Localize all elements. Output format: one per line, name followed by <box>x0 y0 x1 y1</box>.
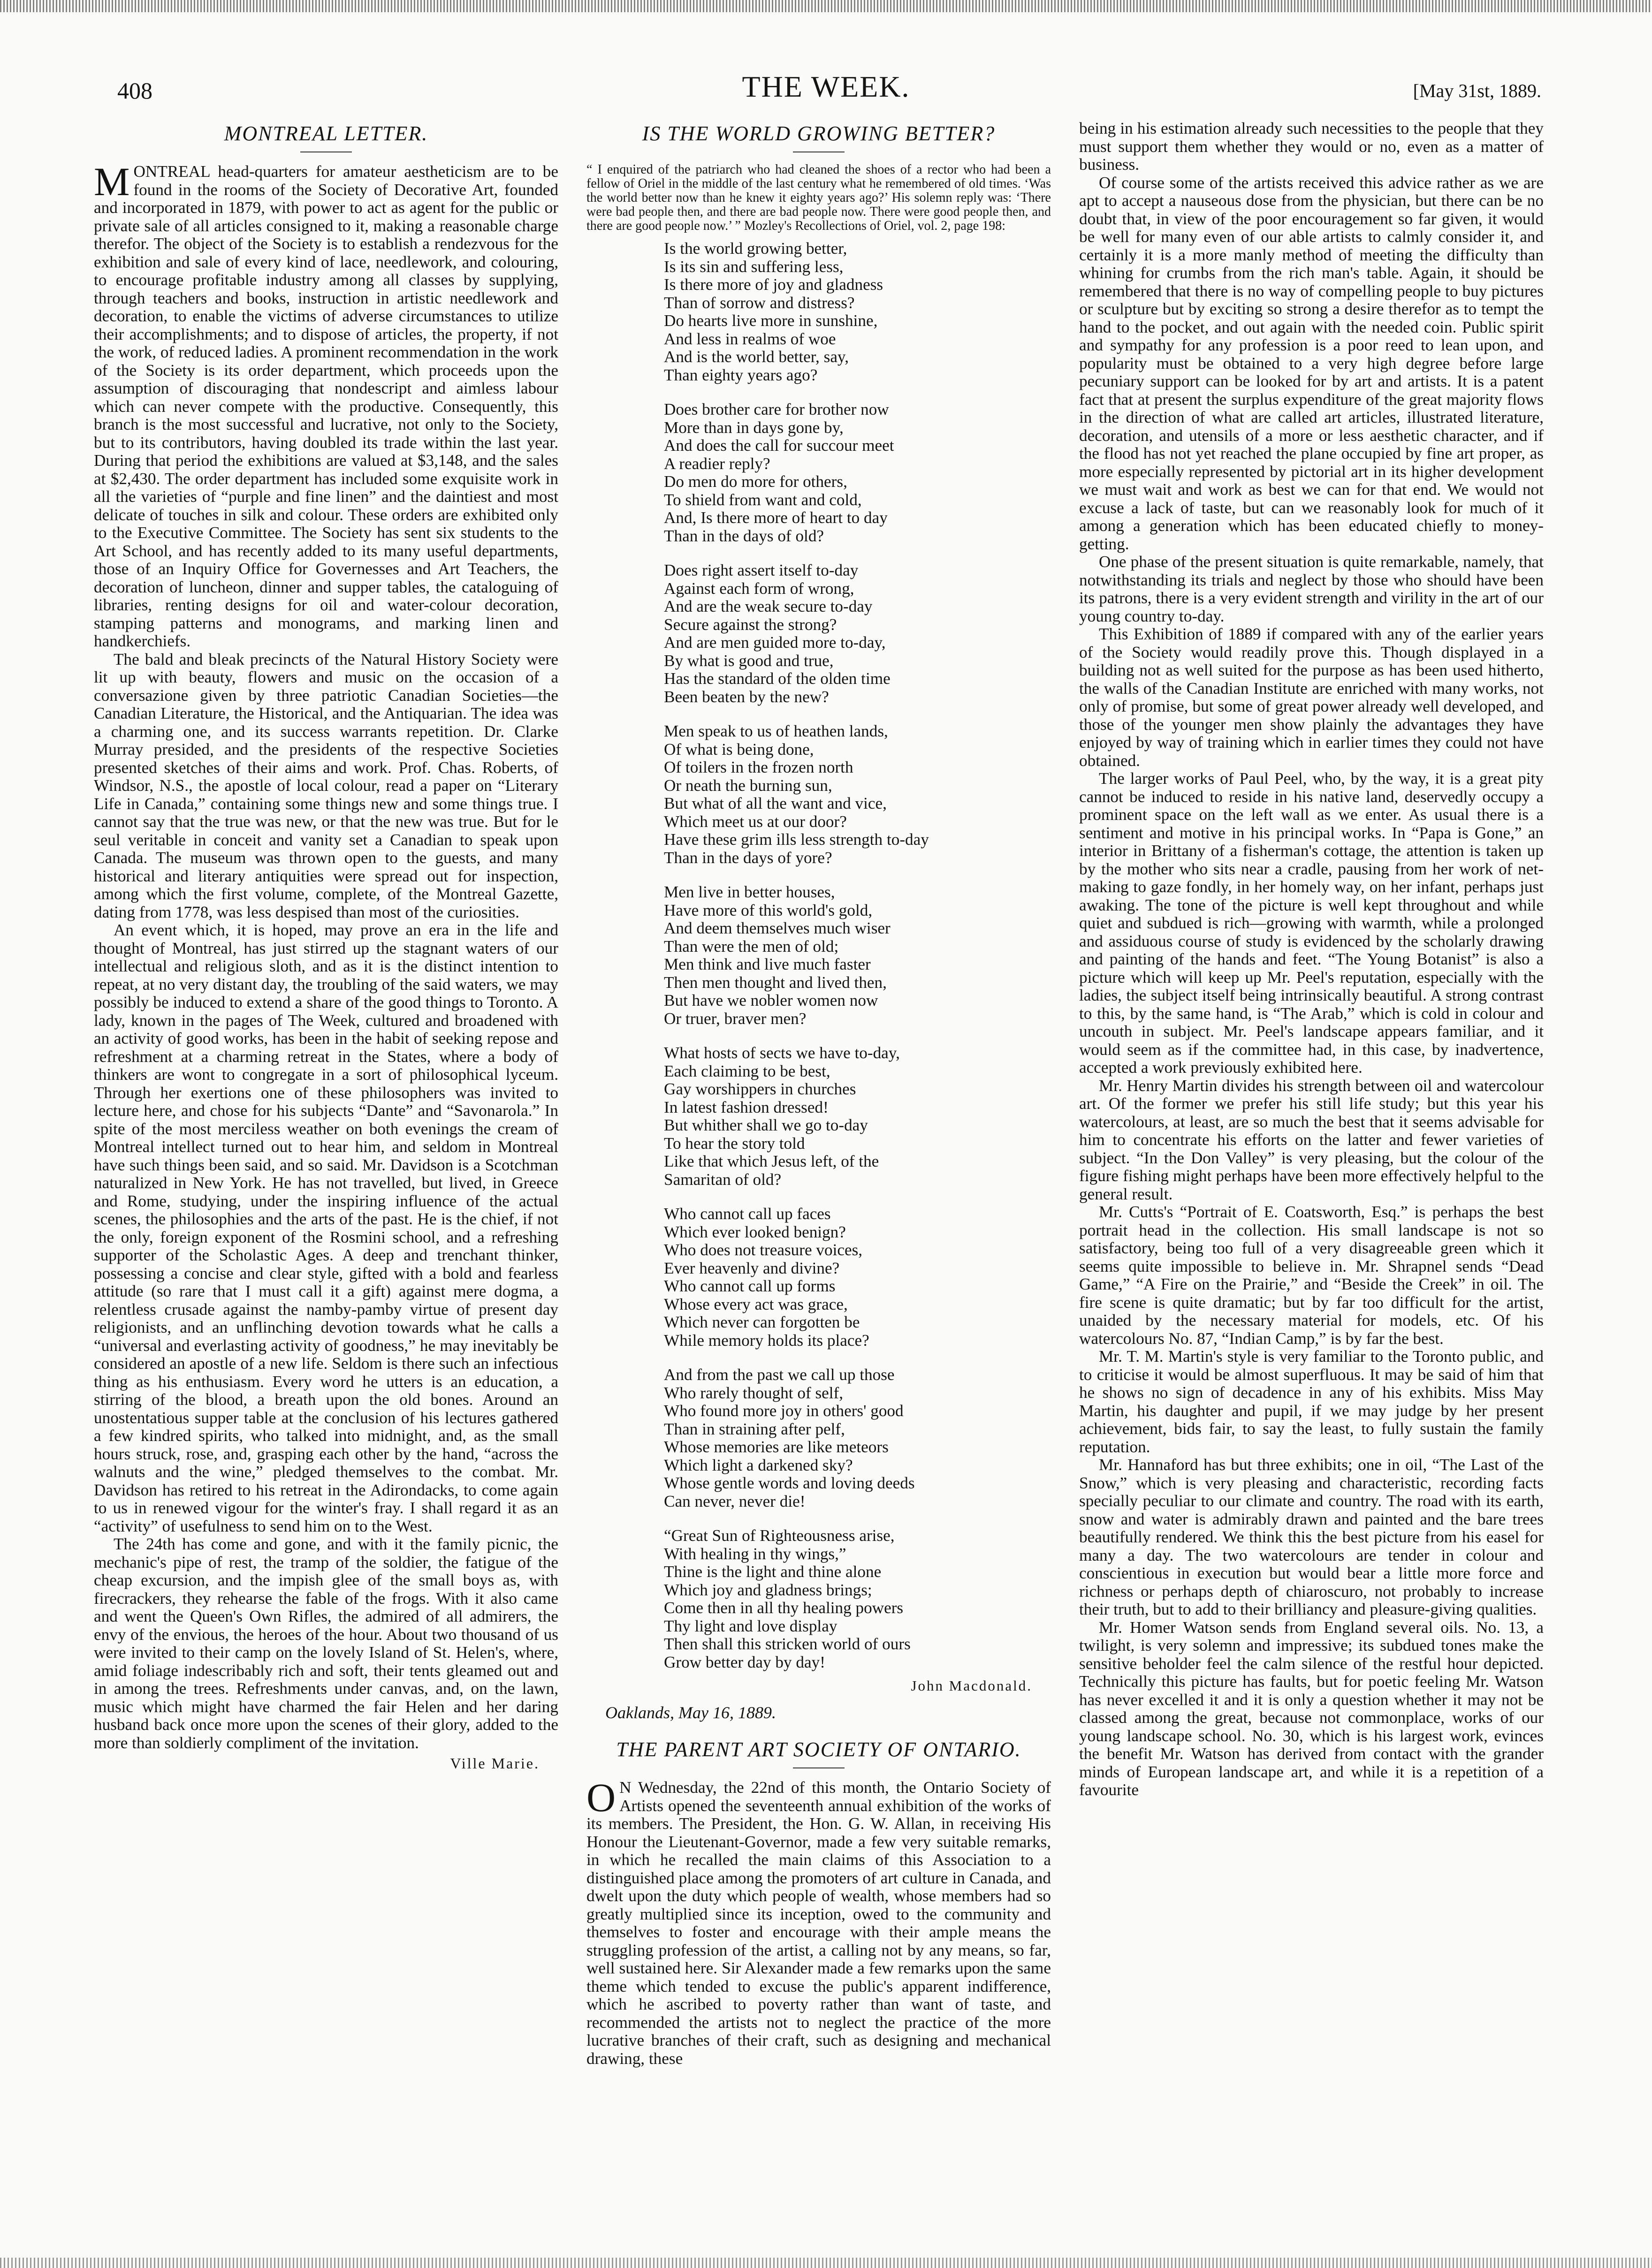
poem-line: A readier reply? <box>664 454 770 473</box>
poem-line: Than in straining after pelf, <box>664 1419 845 1438</box>
poem-line: Then men thought and lived then, <box>664 973 887 992</box>
poem-line: Is the world growing better, <box>664 239 847 258</box>
poem-line: Whose memories are like meteors <box>664 1438 889 1456</box>
poem-line: Been beaten by the new? <box>664 687 829 706</box>
drop-cap: O <box>586 1775 616 1820</box>
poem-line: And less in realms of woe <box>664 329 836 348</box>
poem-stanza <box>664 561 1051 706</box>
poem-line: Who cannot call up faces <box>664 1205 831 1223</box>
publication-title: THE WEEK. <box>742 70 910 103</box>
poem-line: Does right assert itself to-day <box>664 561 859 579</box>
issue-date: [May 31st, 1889. <box>1413 80 1541 101</box>
paragraph: The larger works of Paul Peel, who, by the way, it is a great pity cannot be induced to reside in his native land, deservedly occupy a prominent space on the left wall as we enter. As usual there is a sentiment and motive in his principal works. In “Papa is Gone,” an interior in Brittany of a fisherman's cottage, the attention is taken up by the mother who sits near a cradle, pausing from her work of net-making to gaze fondly, in her homely way, on her infant, perhaps just awaking. The tone of the picture is well kept throughout and while quiet and subdued is rich—growing with warmth, while a prolonged and assiduous course of study is evidenced by the scholarly drawing and painting of the hands and feet. “The Young Botanist” is also a picture which will keep up Mr. Peel's reputation, especially with the ladies, the subject itself being intrinsically beautiful. A strong contrast to this, by the same hand, is “The Arab,” which is cold in colour and uncouth in subject. Mr. Peel's landscape appears familiar, and it would seem as if the committee had, in this case, by inadvertence, accepted a work previously exhibited here. <box>1079 769 1544 1077</box>
page-bottom-edge <box>0 2258 1652 2268</box>
poem-line: By what is good and true, <box>664 651 834 670</box>
poem-line: Have these grim ills less strength to-day <box>664 830 929 849</box>
paragraph-text: N Wednesday, the 22nd of this month, the Ontario Society of Artists opened the seventeenth annual exhibition of the works of its members. The President, the Hon. G. W. Allan, in receiving His Honour the Lieutenant-Governor, made a few very suitable remarks, in which he recalled the main claims of this Association to a distinguished place among the promoters of art culture in Canada, and dwelt upon the duty which people of wealth, whose members had so greatly multiplied since its inception, owed to the community and themselves to foster and encourage with their ample means the struggling profession of the artist, a calling not by any means, so far, well sustained here. Sir Alexander made a few remarks upon the same theme which tended to excuse the public's apparent indifference, which he ascribed to poverty rather than want of taste, and recommended the artists not to neglect the practice of the more lucrative branches of their craft, such as designing and mechanical drawing, these <box>586 1778 1051 2068</box>
poem-line: Ever heavenly and divine? <box>664 1259 840 1277</box>
montreal-letter-body <box>94 159 558 1752</box>
title-rule <box>793 1767 845 1768</box>
poem-author: John Macdonald. <box>911 1677 1032 1694</box>
poem-line: Do hearts live more in sunshine, <box>664 311 878 330</box>
poem-body <box>664 240 1051 1671</box>
poem-line: Of toilers in the frozen north <box>664 758 853 776</box>
page-header <box>0 66 1652 113</box>
poem-line: To hear the story told <box>664 1134 805 1153</box>
paragraph: The 24th has come and gone, and with it the family picnic, the mechanic's pipe of rest, the tramp of the soldier, the fatigue of the cheap excursion, and the impish glee of the small boys as, with firecrackers, they rehearse the fable of the frogs. With it also came and went the Queen's Own Rifles, the admired of all admirers, the envy of the envious, the heroes of the hour. About two thousand of us were invited to their camp on the lovely Island of St. Helen's, where, amid foliage indescribably rich and soft, their tents gleamed out and in among the trees. Refreshments under canvas, and, on the lawn, music which might have charmed the fair Helen and her daring husband back once more upon the scenes of their glory, added to the more than soldierly compliment of the invitation. <box>94 1535 558 1752</box>
paragraph: Mr. Hannaford has but three exhibits; one in oil, “The Last of the Snow,” which is very pleasing and characteristic, recording facts specially peculiar to our climate and country. The road with its earth, snow and water is admirably drawn and painted and the bare trees beautifully rendered. We think this the best picture from his easel for many a day. The two watercolours are tender in colour and conscientious in execution but would bear a little more force and richness or perhaps depth of chiaroscuro, not probably to increase their truth, but to add to their brilliancy and pleasure-giving qualities. <box>1079 1456 1544 1618</box>
art-society-title: THE PARENT ART SOCIETY OF ONTARIO. <box>616 1738 1021 1761</box>
poem-line: Each claiming to be best, <box>664 1062 830 1080</box>
poem-line: Which joy and gladness brings; <box>664 1580 872 1599</box>
poem-line: Whose gentle words and loving deeds <box>664 1474 915 1492</box>
poem-line: Which meet us at our door? <box>664 812 847 831</box>
column-1 <box>94 120 558 1773</box>
poem-line: And are men guided more to-day, <box>664 633 886 652</box>
poem-line: Samaritan of old? <box>664 1170 782 1189</box>
author-signature: Ville Marie. <box>450 1755 540 1772</box>
poem-title: IS THE WORLD GROWING BETTER? <box>642 122 996 145</box>
poem-line: But whither shall we go to-day <box>664 1116 868 1134</box>
poem-line: Gay worshippers in churches <box>664 1080 856 1098</box>
poem-stanza <box>664 1527 1051 1671</box>
art-society-continued <box>1079 120 1544 1799</box>
art-society-body <box>586 1775 1051 2068</box>
poem-epigraph: “ I enquired of the patriarch who had cleaned the shoes of a rector who had been a fellow of Oriel in the middle of the last century what he remembered of old times. ‘Was the world better now than he knew it eighty years ago?’ His solemn reply was: ‘There were bad people then, and there are bad people now. There were good people then, and there are good people now.’ ” Mozley's Recollections of Oriel, vol. 2, page 198: <box>586 162 1051 233</box>
poem-line: Than of sorrow and distress? <box>664 293 855 312</box>
poem-stanza <box>664 1044 1051 1189</box>
poem-line: Has the standard of the olden time <box>664 669 891 688</box>
poem-line: Like that which Jesus left, of the <box>664 1152 879 1170</box>
poem-line: To shield from want and cold, <box>664 490 862 509</box>
poem-line: Or neath the burning sun, <box>664 776 832 795</box>
poem-line: With healing in thy wings,” <box>664 1544 846 1563</box>
paragraph: An event which, it is hoped, may prove an era in the life and thought of Montreal, has just stirred up the stagnant waters of our intellectual and religious sloth, and as it is the distinct intention to repeat, at no very distant day, the troubling of the said waters, we may possibly be induced to extend a share of the good things to Toronto. A lady, known in the pages of The Week, cultured and broadened with an activity of good works, has been in the habit of seeking repose and refreshment at a charming retreat in the States, where a body of thinkers are wont to congregate in a sort of philosophical lyceum. Through her exertions one of these philosophers was invited to lecture here, and chose for his subjects “Dante” and “Savonarola.” In spite of the most merciless weather on both evenings the cream of Montreal intellect turned out to hear him, and seldom in Montreal have such things been said, and so said. Mr. Davidson is a Scotchman naturalized in New York. He has not travelled, but lived, in Greece and Rome, studying, under the inspiring influence of the actual scenes, the philosophies and the arts of the past. He is the chief, if not the only, foreign exponent of the Rosmini school, and a refreshing supporter of the Scholastic Ages. A deep and trenchant thinker, possessing a concise and clear style, gifted with a bold and fearless attitude (so rare that I must call it a gift) against mere dogma, a relentless crusade against the namby-pamby virtue of present day religionists, and an unflinching devotion towards what he calls a “universal and everlasting activity of goodness,” he may inevitably be considered an apostle of a new life. Seldom is there such an infectious thing as his enthusiasm. Every word he utters is an education, a stirring of the blood, a breath upon the old bones. Around an unostentatious supper table at the conclusion of his lectures gathered a few kindred spirits, who talked into midnight, and, as the small hours struck, rose, and, grasping each other by the hand, “across the walnuts and the wine,” pledged themselves to the combat. Mr. Davidson has retired to his retreat in the Adirondacks, to come again to us in renewed vigour for the winter's fray. I shall regard it as an “activity” of usefulness to send him on to the West. <box>94 921 558 1535</box>
poem-line: Of what is being done, <box>664 740 814 759</box>
paragraph: Mr. Henry Martin divides his strength between oil and watercolour art. Of the former we prefer his still life study; but this year his watercolours, at least, are so much the best that it seems advisable for him to concentrate his efforts on the latter and fewer varieties of subject. “In the Don Valley” is very pleasing, but the colour of the figure fishing might perhaps have been more effectively helpful to the general result. <box>1079 1076 1544 1203</box>
montreal-letter-title: MONTREAL LETTER. <box>224 122 428 145</box>
poem-line: And from the past we call up those <box>664 1365 895 1384</box>
poem-line: And are the weak secure to-day <box>664 597 873 615</box>
poem-stanza <box>664 883 1051 1028</box>
poem-line: But what of all the want and vice, <box>664 794 887 812</box>
poem-line: Which light a darkened sky? <box>664 1456 853 1474</box>
poem-stanza <box>664 401 1051 545</box>
poem-line: Who does not treasure voices, <box>664 1241 863 1259</box>
poem-line: And, Is there more of heart to day <box>664 508 888 527</box>
poem-stanza <box>664 1205 1051 1350</box>
poem-line: But have we nobler women now <box>664 991 878 1009</box>
poem-line: Can never, never die! <box>664 1492 806 1510</box>
paragraph <box>586 1775 1051 2068</box>
paragraph <box>94 159 558 651</box>
poem-line: And does the call for succour meet <box>664 436 894 455</box>
page-number: 408 <box>117 77 152 104</box>
paragraph: Mr. Homer Watson sends from England several oils. No. 13, a twilight, is very solemn and impressive; its subdued tones make the sensitive beholder feel the calm silence of the restful hour depicted. Technically this picture has faults, but for poetic feeling Mr. Watson has never excelled it and it is only a question whether it may not be classed among the great, because not commonplace, works of our young landscape school. No. 30, which is his largest work, evinces the benefit Mr. Watson has derived from contact with the grander minds of European landscape art, and while it is a repetition of a favourite <box>1079 1618 1544 1799</box>
paragraph: This Exhibition of 1889 if compared with any of the earlier years of the Society would readily prove this. Though displayed in a building not as well suited for the purpose as has been used hitherto, the walls of the Canadian Institute are enriched with many works, not only of promise, but some of great power already well developed, and those of the younger men show plainly the advantages they have enjoyed by way of training which in earlier times they could not have obtained. <box>1079 625 1544 770</box>
paragraph: Of course some of the artists received this advice rather as we are apt to accept a nauseous dose from the physician, but there can be no doubt that, in view of the poor encouragement so far given, it would be well for many even of our able artists to calmly consider it, and certainly it is a more manly method of meeting the difficulty than whining for crumbs from the rich man's table. Again, it should be remembered that there is no way of compelling people to buy pictures or sculpture but by exciting so strong a desire therefor as to tempt the hand to the pocket, and out again with the needed coin. Public spirit and sympathy for any profession is a poor reed to lean upon, and popularity must be obtained to a very high degree before large pecuniary support can be looked for by art and artists. It is a patent fact that at present the surplus expenditure of the great majority flows in the direction of what are called art articles, illustrated literature, decoration, and utensils of a more or less aesthetic character, and if the flood has not yet reached the plane occupied by fine art proper, as more especially represented by pictorial art in its higher development we must wait and work as best we can for that end. We would not excuse a lack of taste, but can we reasonably look for much of it among a generation which has been educated chiefly to money-getting. <box>1079 173 1544 553</box>
poem-line: Is its sin and suffering less, <box>664 257 844 276</box>
poem-place-date: Oaklands, May 16, 1889. <box>605 1703 776 1722</box>
poem-line: Then shall this stricken world of ours <box>664 1635 911 1653</box>
poem-line: More than in days gone by, <box>664 418 844 437</box>
poem-line: Who found more joy in others' good <box>664 1402 904 1420</box>
poem-line: Than were the men of old; <box>664 937 839 956</box>
poem-line: And deem themselves much wiser <box>664 919 891 937</box>
paragraph: Mr. Cutts's “Portrait of E. Coatsworth, Esq.” is perhaps the best portrait head in the collection. His small landscape is not so satisfactory, being too full of a very disagreeable green which it seems quite impossible to believe in. Mr. Shrapnel sends “Dead Game,” “A Fire on the Prairie,” and “Beside the Creek” in oil. The fire scene is quite dramatic; but by far too difficult for the artist, unaided by the necessary material for models, etc. Of his watercolours No. 87, “Indian Camp,” is by far the best. <box>1079 1203 1544 1348</box>
poem-stanza <box>664 722 1051 867</box>
poem-line: Secure against the strong? <box>664 615 837 634</box>
poem-stanza <box>664 1366 1051 1510</box>
poem-line: Than in the days of old? <box>664 526 824 545</box>
page-top-edge <box>0 0 1652 12</box>
paragraph: The bald and bleak precincts of the Natural History Society were lit up with beauty, flowers and music on the occasion of a conversazione given by three patriotic Canadian Societies—the Canadian Literature, the Historical, and the Antiquarian. The idea was a charming one, and its success warrants repetition. Dr. Clarke Murray presided, and the presidents of the respective Societies presented sketches of their aims and work. Prof. Chas. Roberts, of Windsor, N.S., the apostle of local colour, read a paper on “Literary Life in Canada,” containing some things new and some things true. I cannot say that the true was new, or that the new was true. But for le seul veritable in conceit and vanity set a Canadian to speak upon Canada. The museum was thrown open to the guests, and many historical and literary antiquities were spread out for inspection, among which the first volume, complete, of the Montreal Gazette, dating from 1778, was less despised than most of the curiosities. <box>94 650 558 921</box>
poem-line: Against each form of wrong, <box>664 579 854 598</box>
column-2 <box>586 120 1051 2068</box>
poem-stanza <box>664 240 1051 384</box>
poem-line: Men speak to us of heathen lands, <box>664 722 888 740</box>
poem-line: Men think and live much faster <box>664 955 871 973</box>
poem-line: While memory holds its place? <box>664 1331 869 1350</box>
poem-line: Do men do more for others, <box>664 472 847 491</box>
paragraph: Mr. T. M. Martin's style is very familiar to the Toronto public, and to criticise it would be almost superfluous. It may be said of him that he shows no sign of decadence in any of his exhibits. Miss May Martin, his daughter and pupil, if we may judge by her present achievement, bids fair, to say the least, to fully sustain the family reputation. <box>1079 1347 1544 1456</box>
poem-line: What hosts of sects we have to-day, <box>664 1044 900 1062</box>
poem-line: Men live in better houses, <box>664 883 835 901</box>
poem-line: Come then in all thy healing powers <box>664 1599 904 1617</box>
poem-line: Who rarely thought of self, <box>664 1383 844 1402</box>
poem-line: And is the world better, say, <box>664 348 849 366</box>
poem-line: Grow better day by day! <box>664 1653 825 1671</box>
paragraph: being in his estimation already such necessities to the people that they must support them whether they would or no, even as a matter of business. <box>1079 119 1544 174</box>
poem-line: In latest fashion dressed! <box>664 1098 829 1116</box>
poem-line: “Great Sun of Righteousness arise, <box>664 1526 895 1545</box>
poem-line: Whose every act was grace, <box>664 1295 848 1313</box>
poem-line: Which ever looked benign? <box>664 1222 846 1241</box>
poem-line: Than in the days of yore? <box>664 848 832 867</box>
poem-line: Or truer, braver men? <box>664 1009 807 1028</box>
poem-line: Thine is the light and thine alone <box>664 1563 882 1581</box>
poem-line: Does brother care for brother now <box>664 400 889 418</box>
poem-line: Than eighty years ago? <box>664 365 818 384</box>
poem-line: Have more of this world's gold, <box>664 901 873 919</box>
poem-line: Who cannot call up forms <box>664 1277 836 1295</box>
poem-line: Thy light and love display <box>664 1616 837 1635</box>
poem-line: Which never can forgotten be <box>664 1313 860 1331</box>
poem-line: Is there more of joy and gladness <box>664 275 883 294</box>
drop-cap: M <box>94 159 130 204</box>
paragraph-text: ONTREAL head-quarters for amateur aestheticism are to be found in the rooms of the Society of Decorative Art, founded and incorporated in 1879, with power to act as agent for the public or private sale of all articles consigned to it, making a reasonable charge therefor. The object of the Society is to establish a rendezvous for the exhibition and sale of every kind of lace, needlework, and colouring, to encourage profitable industry among all classes by supplying, through teachers and books, instruction in artistic needlework and decoration, to enable the victims of adverse circumstances to utilize their accomplishments; and to dispose of articles, the property, if not the work, of reduced ladies. A prominent recommendation in the work of the Society is its order department, which proceeds upon the assumption of discouraging that nondescript and aimless labour which can never compete with the productive. Consequently, this branch is the most successful and lucrative, not only to the Society, but to its contributors, having doubled its trade within the last year. During that period the exhibitions are valued at $3,148, and the sales at $2,430. The order department has included some exquisite work in all the varieties of “purple and fine linen” and the daintiest and most delicate of touches in silk and colour. These orders are exhibited only to the Executive Committee. The Society has sent six students to the Art School, and has recently added to its many useful departments, those of an Inquiry Office for Governesses and Art Teachers, the decoration of luncheon, dinner and supper tables, the cataloguing of libraries, renting designs for oil and water-colour decoration, stamping patterns and monograms, and marking linen and handkerchiefs. <box>94 162 558 650</box>
column-3 <box>1079 120 1544 1799</box>
paragraph: One phase of the present situation is quite remarkable, namely, that notwithstanding its trials and neglect by those who should have been its patrons, there is a very evident strength and virility in the art of our young country to-day. <box>1079 553 1544 625</box>
